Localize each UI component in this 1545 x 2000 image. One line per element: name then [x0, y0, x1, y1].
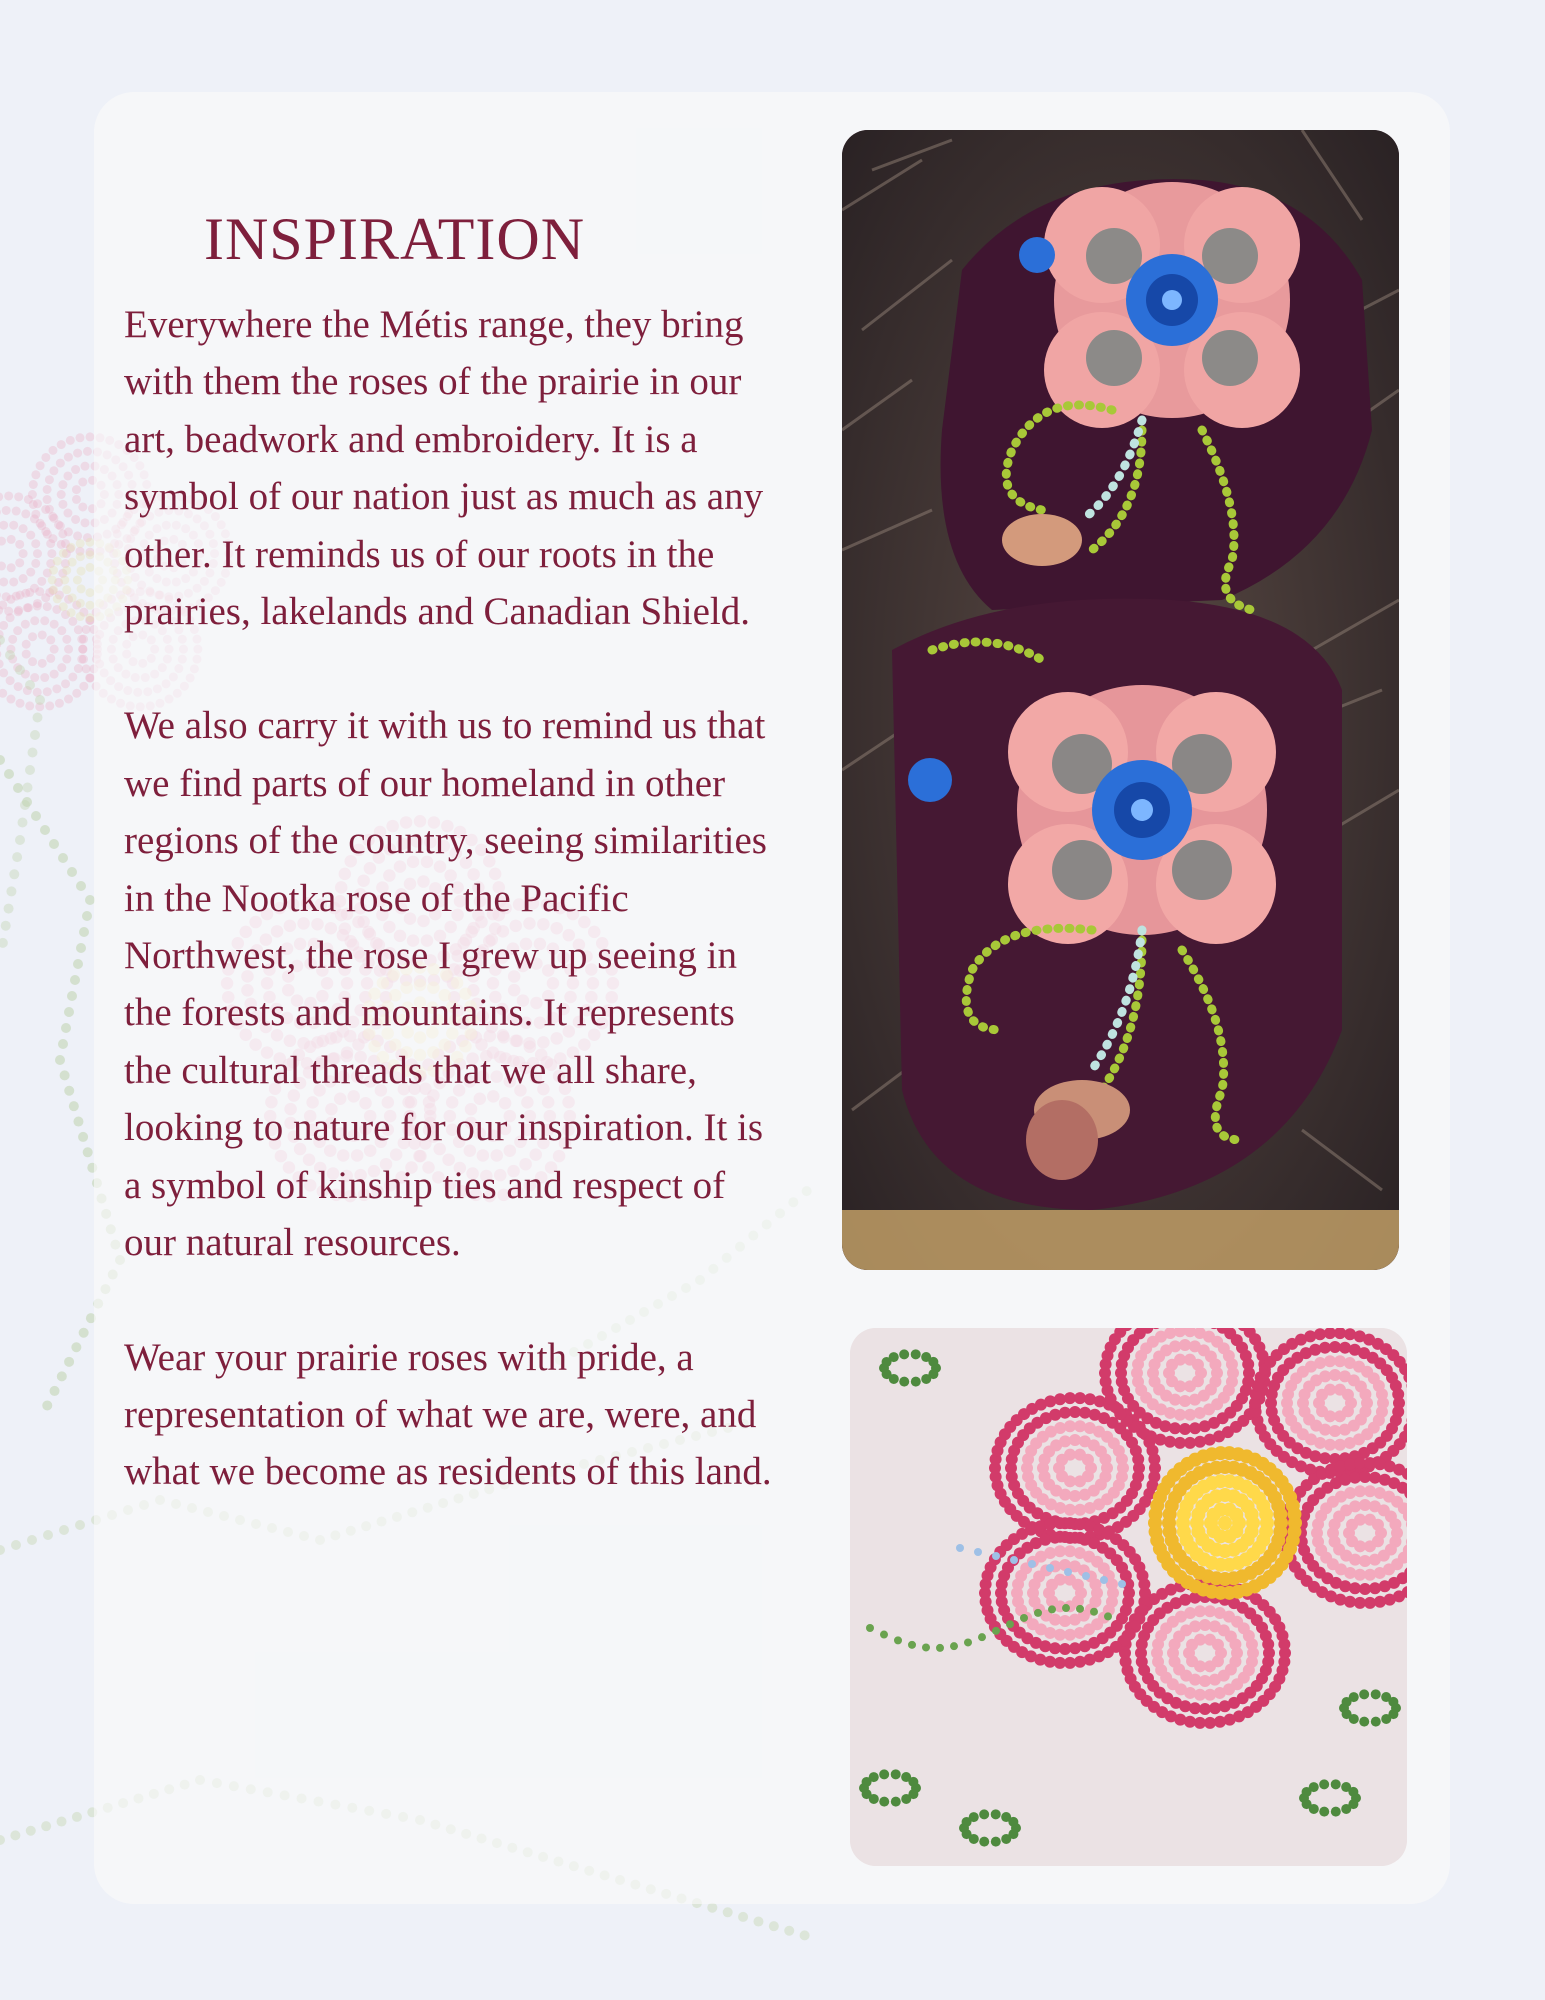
beadwork-photo — [842, 130, 1399, 1270]
paragraph-2: We also carry it with us to remind us that we find parts of our homeland in other regions of the country, seeing similarities in the Nootka rose of the Pacific Northwest, the rose I grew up seeing in the forests and mountains. It represents the cultural threads that we all share, looking to nature for our inspiration. It is a symbol of kinship ties and respect of our natural resources. — [124, 704, 767, 1265]
body-text — [124, 296, 784, 1558]
paragraph-1: Everywhere the Métis range, they bring with them the roses of the prairie in our art, beadwork and embroidery. It is a symbol of our nation just as much as any other. It reminds us of our roots in the prairies, lakelands and Canadian Shield. — [124, 303, 764, 634]
fabric-print-photo — [850, 1328, 1407, 1866]
page-title: INSPIRATION — [204, 206, 586, 272]
paragraph-3: Wear your prairie roses with pride, a representation of what we are, were, and what we become as residents of this land. — [124, 1335, 772, 1494]
